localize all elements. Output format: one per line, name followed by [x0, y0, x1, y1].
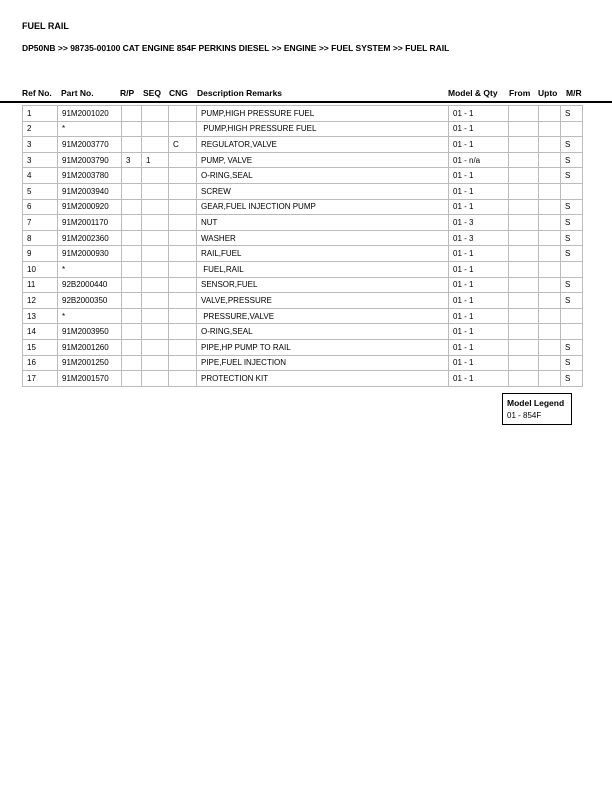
- cell-part-no: 92B2000350: [58, 293, 122, 309]
- cell-part-no: 91M2003950: [58, 324, 122, 340]
- cell-part-no: 91M2003780: [58, 168, 122, 184]
- cell-part-no: 91M2000920: [58, 199, 122, 215]
- cell-ref-no: 17: [23, 371, 58, 387]
- cell-from: [509, 371, 539, 387]
- cell-upto: [539, 308, 561, 324]
- cell-seq: [142, 339, 169, 355]
- cell-upto: [539, 121, 561, 137]
- cell-model-qty: 01 - 1: [449, 355, 509, 371]
- cell-from: [509, 308, 539, 324]
- cell-cng: [169, 168, 197, 184]
- cell-model-qty: 01 - 1: [449, 339, 509, 355]
- cell-model-qty: 01 - 1: [449, 246, 509, 262]
- cell-ref-no: 4: [23, 168, 58, 184]
- cell-seq: [142, 261, 169, 277]
- cell-mr: S: [561, 293, 583, 309]
- parts-table: [22, 105, 583, 387]
- cell-cng: [169, 246, 197, 262]
- cell-cng: [169, 199, 197, 215]
- cell-part-no: 91M2001020: [58, 106, 122, 122]
- cell-seq: [142, 106, 169, 122]
- cell-seq: [142, 308, 169, 324]
- cell-upto: [539, 199, 561, 215]
- cell-model-qty: 01 - 1: [449, 137, 509, 153]
- cell-part-no: 91M2001570: [58, 371, 122, 387]
- cell-seq: [142, 183, 169, 199]
- cell-upto: [539, 215, 561, 231]
- cell-description: PIPE,HP PUMP TO RAIL: [197, 339, 449, 355]
- cell-rp: [122, 137, 142, 153]
- cell-ref-no: 14: [23, 324, 58, 340]
- cell-from: [509, 106, 539, 122]
- cell-ref-no: 6: [23, 199, 58, 215]
- cell-description: SCREW: [197, 183, 449, 199]
- table-row: [23, 137, 583, 153]
- cell-description: GEAR,FUEL INJECTION PUMP: [197, 199, 449, 215]
- cell-seq: 1: [142, 152, 169, 168]
- cell-model-qty: 01 - 1: [449, 121, 509, 137]
- cell-rp: [122, 168, 142, 184]
- cell-from: [509, 183, 539, 199]
- cell-upto: [539, 168, 561, 184]
- cell-rp: [122, 308, 142, 324]
- cell-cng: [169, 106, 197, 122]
- cell-model-qty: 01 - 3: [449, 230, 509, 246]
- model-legend: [502, 393, 572, 425]
- cell-description: PIPE,FUEL INJECTION: [197, 355, 449, 371]
- cell-from: [509, 199, 539, 215]
- cell-ref-no: 1: [23, 106, 58, 122]
- cell-rp: [122, 339, 142, 355]
- cell-mr: [561, 324, 583, 340]
- cell-from: [509, 215, 539, 231]
- cell-model-qty: 01 - 1: [449, 293, 509, 309]
- cell-model-qty: 01 - 1: [449, 308, 509, 324]
- cell-model-qty: 01 - 1: [449, 371, 509, 387]
- cell-part-no: 91M2001250: [58, 355, 122, 371]
- cell-from: [509, 355, 539, 371]
- cell-rp: [122, 371, 142, 387]
- cell-description: O-RING,SEAL: [197, 324, 449, 340]
- column-header-cng: CNG: [169, 88, 188, 98]
- cell-part-no: 91M2003790: [58, 152, 122, 168]
- cell-mr: [561, 121, 583, 137]
- cell-seq: [142, 137, 169, 153]
- cell-upto: [539, 152, 561, 168]
- cell-model-qty: 01 - 1: [449, 168, 509, 184]
- cell-mr: S: [561, 199, 583, 215]
- cell-upto: [539, 137, 561, 153]
- model-legend-value: 01 - 854F: [507, 411, 542, 420]
- cell-upto: [539, 106, 561, 122]
- cell-part-no: 91M2003940: [58, 183, 122, 199]
- cell-description: REGULATOR,VALVE: [197, 137, 449, 153]
- table-row: [23, 324, 583, 340]
- cell-upto: [539, 230, 561, 246]
- cell-rp: [122, 277, 142, 293]
- cell-from: [509, 339, 539, 355]
- column-header-description: Description Remarks: [197, 88, 283, 98]
- cell-model-qty: 01 - 1: [449, 106, 509, 122]
- cell-seq: [142, 215, 169, 231]
- cell-rp: 3: [122, 152, 142, 168]
- cell-ref-no: 11: [23, 277, 58, 293]
- cell-cng: [169, 371, 197, 387]
- cell-mr: [561, 261, 583, 277]
- cell-from: [509, 293, 539, 309]
- cell-ref-no: 3: [23, 137, 58, 153]
- cell-cng: [169, 324, 197, 340]
- cell-ref-no: 9: [23, 246, 58, 262]
- cell-from: [509, 137, 539, 153]
- cell-ref-no: 8: [23, 230, 58, 246]
- cell-mr: S: [561, 371, 583, 387]
- cell-model-qty: 01 - 1: [449, 199, 509, 215]
- cell-seq: [142, 168, 169, 184]
- cell-rp: [122, 199, 142, 215]
- cell-upto: [539, 324, 561, 340]
- cell-seq: [142, 293, 169, 309]
- cell-upto: [539, 261, 561, 277]
- cell-from: [509, 121, 539, 137]
- cell-seq: [142, 371, 169, 387]
- cell-mr: S: [561, 230, 583, 246]
- cell-mr: S: [561, 339, 583, 355]
- cell-mr: S: [561, 168, 583, 184]
- table-row: [23, 230, 583, 246]
- cell-model-qty: 01 - 3: [449, 215, 509, 231]
- cell-cng: [169, 121, 197, 137]
- table-row: [23, 355, 583, 371]
- cell-from: [509, 277, 539, 293]
- cell-seq: [142, 355, 169, 371]
- cell-from: [509, 261, 539, 277]
- cell-model-qty: 01 - 1: [449, 324, 509, 340]
- table-row: [23, 371, 583, 387]
- cell-seq: [142, 121, 169, 137]
- column-header-ref-no: Ref No.: [22, 88, 52, 98]
- table-row: [23, 246, 583, 262]
- table-row: [23, 261, 583, 277]
- cell-from: [509, 324, 539, 340]
- cell-ref-no: 3: [23, 152, 58, 168]
- cell-mr: S: [561, 137, 583, 153]
- cell-description: PUMP,HIGH PRESSURE FUEL: [197, 106, 449, 122]
- table-row: [23, 106, 583, 122]
- breadcrumb: DP50NB >> 98735-00100 CAT ENGINE 854F PERKINS DIESEL >> ENGINE >> FUEL SYSTEM >> FUEL RAIL: [22, 43, 450, 53]
- cell-mr: [561, 183, 583, 199]
- cell-cng: [169, 152, 197, 168]
- cell-mr: S: [561, 246, 583, 262]
- table-row: [23, 121, 583, 137]
- page-title: FUEL RAIL: [22, 21, 69, 31]
- cell-part-no: *: [58, 121, 122, 137]
- cell-rp: [122, 230, 142, 246]
- cell-mr: S: [561, 277, 583, 293]
- cell-description: PUMP, VALVE: [197, 152, 449, 168]
- cell-model-qty: 01 - 1: [449, 183, 509, 199]
- cell-seq: [142, 199, 169, 215]
- cell-description: NUT: [197, 215, 449, 231]
- column-header-upto: Upto: [538, 88, 558, 98]
- cell-cng: [169, 277, 197, 293]
- column-header-part-no: Part No.: [61, 88, 94, 98]
- cell-from: [509, 168, 539, 184]
- cell-upto: [539, 183, 561, 199]
- cell-model-qty: 01 - 1: [449, 261, 509, 277]
- cell-ref-no: 16: [23, 355, 58, 371]
- cell-part-no: 91M2000930: [58, 246, 122, 262]
- cell-part-no: 91M2002360: [58, 230, 122, 246]
- cell-ref-no: 10: [23, 261, 58, 277]
- cell-upto: [539, 277, 561, 293]
- cell-description: O-RING,SEAL: [197, 168, 449, 184]
- cell-seq: [142, 230, 169, 246]
- cell-ref-no: 2: [23, 121, 58, 137]
- cell-rp: [122, 246, 142, 262]
- cell-seq: [142, 246, 169, 262]
- cell-description: PRESSURE,VALVE: [197, 308, 449, 324]
- cell-ref-no: 7: [23, 215, 58, 231]
- cell-from: [509, 246, 539, 262]
- cell-upto: [539, 293, 561, 309]
- cell-ref-no: 13: [23, 308, 58, 324]
- table-row: [23, 152, 583, 168]
- cell-mr: S: [561, 152, 583, 168]
- cell-cng: [169, 230, 197, 246]
- cell-part-no: 91M2001170: [58, 215, 122, 231]
- cell-description: PUMP,HIGH PRESSURE FUEL: [197, 121, 449, 137]
- cell-cng: [169, 215, 197, 231]
- table-row: [23, 308, 583, 324]
- cell-part-no: 91M2001260: [58, 339, 122, 355]
- cell-cng: [169, 308, 197, 324]
- cell-upto: [539, 339, 561, 355]
- cell-rp: [122, 183, 142, 199]
- cell-seq: [142, 324, 169, 340]
- cell-cng: [169, 261, 197, 277]
- cell-ref-no: 15: [23, 339, 58, 355]
- table-row: [23, 183, 583, 199]
- column-header-rp: R/P: [120, 88, 135, 98]
- cell-cng: [169, 339, 197, 355]
- cell-rp: [122, 324, 142, 340]
- cell-upto: [539, 246, 561, 262]
- cell-cng: [169, 355, 197, 371]
- cell-rp: [122, 355, 142, 371]
- table-row: [23, 293, 583, 309]
- column-header-mr: M/R: [566, 88, 582, 98]
- cell-description: FUEL,RAIL: [197, 261, 449, 277]
- cell-cng: C: [169, 137, 197, 153]
- model-legend-title: Model Legend: [507, 398, 565, 408]
- cell-mr: [561, 308, 583, 324]
- cell-part-no: 92B2000440: [58, 277, 122, 293]
- header-divider: [0, 101, 612, 103]
- cell-description: SENSOR,FUEL: [197, 277, 449, 293]
- cell-from: [509, 230, 539, 246]
- cell-cng: [169, 293, 197, 309]
- cell-rp: [122, 293, 142, 309]
- cell-cng: [169, 183, 197, 199]
- cell-description: RAIL,FUEL: [197, 246, 449, 262]
- column-header-from: From: [509, 88, 531, 98]
- cell-description: VALVE,PRESSURE: [197, 293, 449, 309]
- cell-mr: S: [561, 355, 583, 371]
- table-row: [23, 277, 583, 293]
- cell-description: WASHER: [197, 230, 449, 246]
- cell-rp: [122, 261, 142, 277]
- column-header-model-qty: Model & Qty: [448, 88, 498, 98]
- cell-model-qty: 01 - 1: [449, 277, 509, 293]
- cell-rp: [122, 106, 142, 122]
- cell-model-qty: 01 - n/a: [449, 152, 509, 168]
- column-header-seq: SEQ: [143, 88, 161, 98]
- table-row: [23, 199, 583, 215]
- cell-upto: [539, 355, 561, 371]
- cell-rp: [122, 215, 142, 231]
- cell-ref-no: 12: [23, 293, 58, 309]
- cell-mr: S: [561, 215, 583, 231]
- cell-upto: [539, 371, 561, 387]
- table-row: [23, 215, 583, 231]
- cell-ref-no: 5: [23, 183, 58, 199]
- cell-part-no: 91M2003770: [58, 137, 122, 153]
- cell-part-no: *: [58, 261, 122, 277]
- cell-description: PROTECTION KIT: [197, 371, 449, 387]
- cell-from: [509, 152, 539, 168]
- table-row: [23, 168, 583, 184]
- cell-rp: [122, 121, 142, 137]
- cell-part-no: *: [58, 308, 122, 324]
- table-row: [23, 339, 583, 355]
- cell-mr: S: [561, 106, 583, 122]
- cell-seq: [142, 277, 169, 293]
